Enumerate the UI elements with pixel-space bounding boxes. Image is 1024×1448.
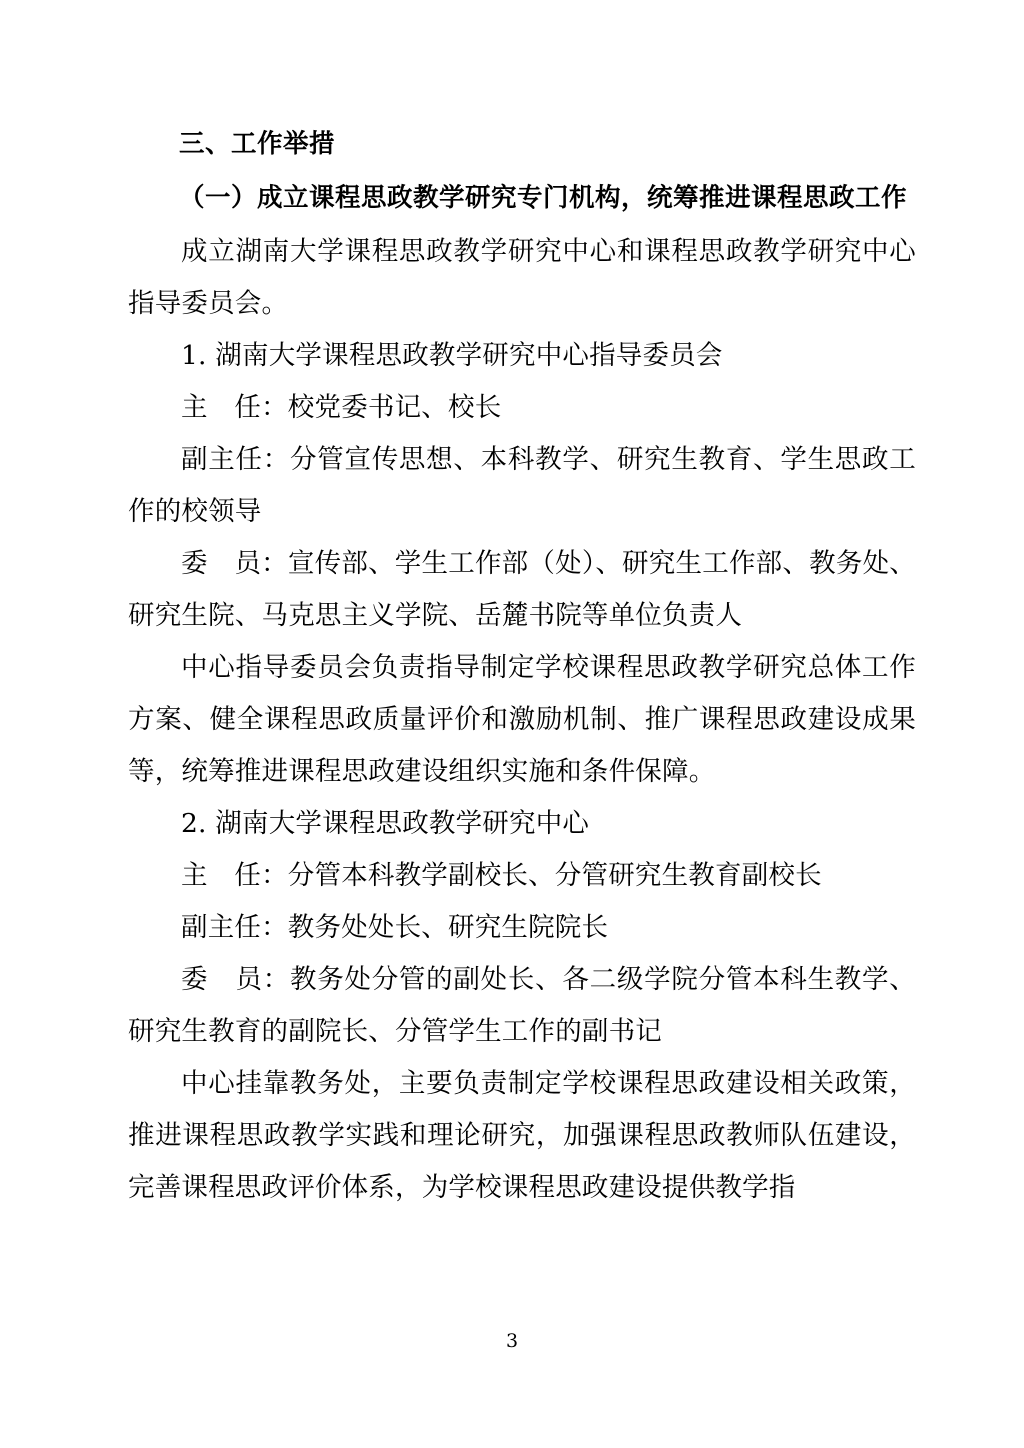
list-item-1-duties: 中心指导委员会负责指导制定学校课程思政教学研究总体工作方案、健全课程思政质量评价和激励机制、推广课程思政建设成果等，统筹推进课程思政建设组织实施和条件保障。 (128, 652, 916, 787)
list-item-2-title: 2. 湖南大学课程思政教学研究中心 (181, 808, 590, 839)
document-body (128, 118, 916, 1214)
list-item-2-duties: 中心挂靠教务处，主要负责制定学校课程思政建设相关政策，推进课程思政教学实践和理论研究，加强课程思政教师队伍建设，完善课程思政评价体系，为学校课程思政建设提供教学指 (128, 1068, 916, 1203)
list-item-1-title: 1. 湖南大学课程思政教学研究中心指导委员会 (181, 340, 723, 371)
page-number: 3 (505, 1330, 519, 1352)
section-heading: 三、工作举措 (179, 129, 336, 159)
list-item-1-members: 委 员：宣传部、学生工作部（处）、研究生工作部、教务处、研究生院、马克思主义学院、岳麓书院等单位负责人 (128, 548, 916, 631)
subsection-heading: （一）成立课程思政教学研究专门机构，统筹推进课程思政工作 (179, 183, 908, 213)
list-item-1-deputy-director: 副主任：分管宣传思想、本科教学、研究生教育、学生思政工作的校领导 (128, 444, 916, 527)
paragraph-establish-center: 成立湖南大学课程思政教学研究中心和课程思政教学研究中心指导委员会。 (128, 236, 916, 319)
list-item-2-members: 委 员：教务处分管的副处长、各二级学院分管本科生教学、研究生教育的副院长、分管学生工作的副书记 (128, 964, 916, 1047)
list-item-2-deputy-director: 副主任：教务处处长、研究生院院长 (181, 912, 609, 943)
list-item-2-director: 主 任：分管本科教学副校长、分管研究生教育副校长 (181, 860, 822, 891)
list-item-1-director: 主 任：校党委书记、校长 (181, 392, 502, 423)
